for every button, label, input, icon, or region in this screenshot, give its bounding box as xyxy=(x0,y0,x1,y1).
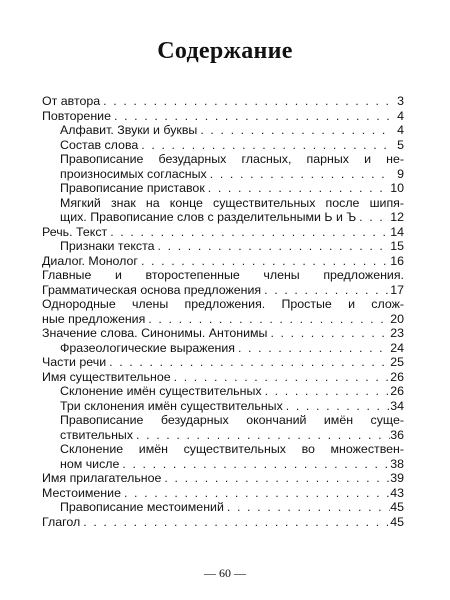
toc-page-number: 25 xyxy=(390,355,404,369)
dot-leader xyxy=(138,138,390,153)
toc-entry xyxy=(42,196,404,225)
toc-entry-title-line: Главные и второстепенные члены предложения. xyxy=(42,268,404,282)
toc-entry xyxy=(42,152,404,181)
toc-entry xyxy=(42,138,404,153)
toc-entry xyxy=(42,486,404,501)
toc-entry-title: Состав слова xyxy=(60,137,139,152)
toc-page-number: 16 xyxy=(390,253,404,268)
dot-leader xyxy=(121,486,390,501)
toc-entry-title-line: Мягкий знак на конце существительных после шипя- xyxy=(60,195,404,210)
toc-entry-title: ные предложения xyxy=(42,311,146,326)
toc-entry-title: Алфавит. Звуки и буквы xyxy=(60,123,198,137)
toc-page-number: 36 xyxy=(390,427,404,442)
dot-leader xyxy=(235,341,390,356)
dot-leader xyxy=(133,428,390,443)
toc-page-number: 10 xyxy=(390,181,404,195)
toc-page-number: 45 xyxy=(390,500,404,514)
toc-page-number: 14 xyxy=(390,224,404,239)
toc-page-number: 23 xyxy=(390,326,404,340)
dot-leader xyxy=(107,225,390,240)
dot-leader xyxy=(267,326,390,341)
toc-entry-title-line: Склонение имён существительных во множествен- xyxy=(60,442,404,456)
toc-entry-title: Повторение xyxy=(42,108,111,123)
dot-leader xyxy=(171,370,390,385)
toc-page-number: 26 xyxy=(390,369,404,384)
toc-entry-title: Три склонения имён существительных xyxy=(60,398,283,413)
toc-entry xyxy=(42,413,404,442)
toc-page-number: 24 xyxy=(390,340,404,355)
toc-entry xyxy=(42,239,404,254)
toc-page-number: 3 xyxy=(397,94,404,108)
dot-leader xyxy=(197,123,390,138)
toc-entry-title-line: Однородные члены предложения. Простые и слож- xyxy=(42,297,404,311)
dot-leader xyxy=(262,384,390,399)
toc-entry xyxy=(42,384,404,399)
toc-entry xyxy=(42,254,404,269)
toc-entry xyxy=(42,341,404,356)
toc-page-number: 9 xyxy=(397,166,404,181)
toc-page-number: 38 xyxy=(390,456,404,471)
toc-entry-title-line: Правописание безударных гласных, парных и не- xyxy=(60,152,404,166)
toc-entry-title: Грамматическая основа предложения xyxy=(42,282,262,297)
table-of-contents xyxy=(42,94,404,529)
toc-entry xyxy=(42,297,404,326)
dot-leader xyxy=(161,471,390,486)
toc-entry-title: Местоимение xyxy=(42,485,121,500)
toc-entry-title: От автора xyxy=(42,94,101,108)
toc-page-number: 4 xyxy=(397,108,404,123)
dot-leader xyxy=(205,181,390,196)
dot-leader xyxy=(106,355,390,370)
dot-leader xyxy=(138,254,390,269)
dot-leader xyxy=(111,109,390,124)
toc-entry xyxy=(42,471,404,486)
toc-page-number: 20 xyxy=(390,311,404,326)
toc-entry-title: Фразеологические выражения xyxy=(60,340,235,355)
toc-entry-title: произносимых согласных xyxy=(60,166,207,181)
toc-entry xyxy=(42,500,404,515)
toc-entry-title: Части речи xyxy=(42,355,107,369)
page-title: Содержание xyxy=(157,38,293,64)
toc-entry-title: Значение слова. Синонимы. Антонимы xyxy=(42,326,268,340)
dot-leader xyxy=(207,167,390,182)
toc-page-number: 15 xyxy=(390,239,404,253)
toc-entry-title: Признаки текста xyxy=(60,239,155,253)
toc-entry xyxy=(42,94,404,109)
toc-entry xyxy=(42,399,404,414)
toc-page-number: 45 xyxy=(390,514,404,529)
toc-entry xyxy=(42,370,404,385)
toc-entry-title: Правописание местоимений xyxy=(60,500,224,514)
toc-entry xyxy=(42,225,404,240)
toc-entry-title: Склонение имён существительных xyxy=(60,384,262,398)
dot-leader xyxy=(224,500,390,515)
toc-entry xyxy=(42,181,404,196)
toc-entry xyxy=(42,109,404,124)
toc-entry-title-line: Правописание безударных окончаний имён суще- xyxy=(60,413,404,427)
toc-entry-title: Правописание приставок xyxy=(60,181,205,195)
toc-entry-title: ствительных xyxy=(60,427,134,442)
dot-leader xyxy=(261,283,390,298)
toc-page-number: 17 xyxy=(390,282,404,297)
dot-leader xyxy=(155,239,390,254)
page-number-footer: — 60 — xyxy=(204,566,246,580)
toc-page-number: 4 xyxy=(397,123,404,137)
toc-page-number: 39 xyxy=(390,471,404,485)
dot-leader xyxy=(356,210,390,225)
toc-entry-title: щих. Правописание слов с разделительными Ь и Ъ xyxy=(60,210,357,224)
toc-entry xyxy=(42,442,404,471)
toc-entry-title: Диалог. Монолог xyxy=(42,253,138,268)
dot-leader xyxy=(100,94,390,109)
dot-leader xyxy=(283,399,390,414)
toc-entry xyxy=(42,123,404,138)
toc-page-number: 5 xyxy=(397,137,404,152)
toc-entry xyxy=(42,268,404,297)
dot-leader xyxy=(145,312,390,327)
toc-entry-title: Имя прилагательное xyxy=(42,471,162,485)
toc-entry xyxy=(42,326,404,341)
toc-page-number: 26 xyxy=(390,384,404,398)
dot-leader xyxy=(119,457,390,472)
toc-entry-title: Речь. Текст xyxy=(42,224,108,239)
toc-entry-title: ном числе xyxy=(60,456,120,471)
toc-page-number: 34 xyxy=(390,398,404,413)
toc-page-number: 12 xyxy=(390,210,404,224)
toc-page-number: 43 xyxy=(390,485,404,500)
dot-leader xyxy=(80,515,390,530)
toc-entry-title: Имя существительное xyxy=(42,369,171,384)
toc-entry-title: Глагол xyxy=(42,514,81,529)
toc-entry xyxy=(42,515,404,530)
toc-entry xyxy=(42,355,404,370)
